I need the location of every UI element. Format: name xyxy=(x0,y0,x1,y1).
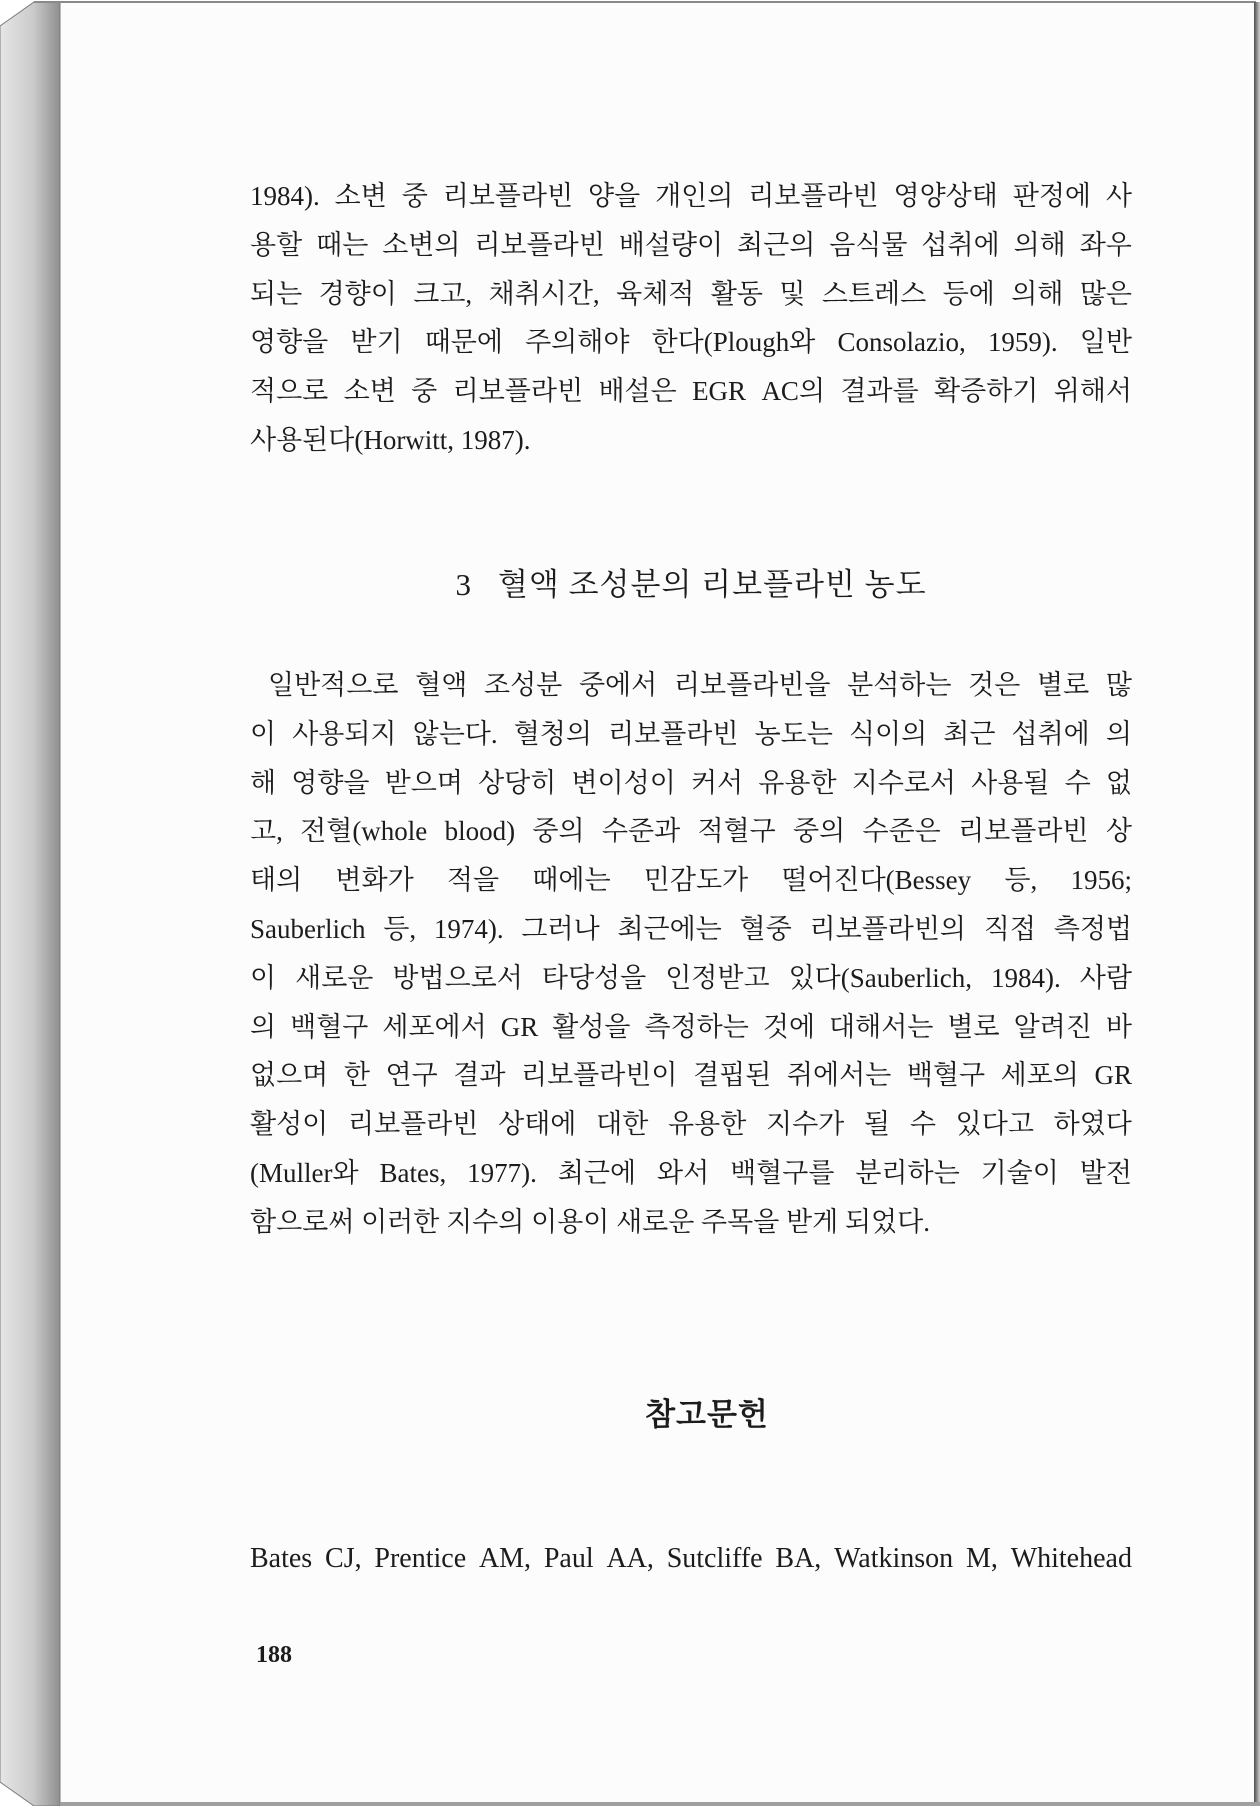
word: 스트레스 xyxy=(821,278,927,309)
section-heading xyxy=(250,561,1132,609)
text-line xyxy=(250,661,1132,710)
word: 1977). xyxy=(467,1157,537,1188)
text-line xyxy=(250,759,1132,808)
word: 않는다. xyxy=(412,718,498,749)
word: 양을 xyxy=(588,181,641,211)
word: 배설은 xyxy=(598,376,677,407)
word: 측정하는 xyxy=(644,1011,749,1042)
word: 좌우 xyxy=(1079,229,1132,260)
word: 이 xyxy=(250,962,277,993)
text-line xyxy=(250,172,1132,221)
word: 사용될 xyxy=(971,767,1050,798)
word: 일반적으로 xyxy=(268,670,399,700)
word: 섭취에 xyxy=(1011,718,1090,749)
word: 수 xyxy=(1064,767,1091,798)
word: 소변 xyxy=(343,376,396,407)
word: 때는 xyxy=(316,229,369,260)
word: 때문에 xyxy=(424,327,503,358)
word: 확증하기 xyxy=(934,376,1039,407)
word: 하였다 xyxy=(1053,1109,1132,1140)
text-line xyxy=(250,1051,1132,1100)
word: 적혈구 xyxy=(697,816,776,847)
word: 1984). xyxy=(250,181,320,211)
text-line xyxy=(250,270,1132,319)
word: 활성이 xyxy=(250,1109,329,1140)
word: 중 xyxy=(401,181,428,211)
word: 중 xyxy=(411,376,438,407)
word: 백혈구 xyxy=(906,1060,986,1091)
word: AA, xyxy=(606,1543,654,1574)
word: 리보플라빈 xyxy=(608,718,739,749)
word: 1984). xyxy=(990,962,1061,993)
word: 활동 xyxy=(710,278,763,309)
word: 수준은 xyxy=(862,816,941,847)
paragraph xyxy=(250,172,1132,465)
word: 적을 xyxy=(446,865,500,896)
word: 많 xyxy=(1105,670,1132,700)
word: 중의 xyxy=(793,816,846,847)
word: Watkinson xyxy=(834,1543,954,1574)
text-line xyxy=(250,905,1132,954)
word: 전혈(whole xyxy=(300,816,428,847)
word: 연구 xyxy=(385,1060,438,1091)
word: 등, xyxy=(383,913,417,944)
word: Sutcliffe xyxy=(666,1543,763,1574)
word: 결과 xyxy=(453,1060,506,1091)
word: 없 xyxy=(1105,767,1132,798)
text-line xyxy=(250,367,1132,416)
word: 때에는 xyxy=(532,865,611,896)
word: Bates, xyxy=(379,1157,447,1188)
word: 혈액 xyxy=(415,670,468,700)
word: 소변 xyxy=(334,181,387,211)
word: 최근에는 xyxy=(617,913,722,944)
word: BA, xyxy=(775,1543,822,1574)
word: 영향을 xyxy=(291,767,370,798)
word: 사용되지 xyxy=(292,718,397,749)
word: 있다(Sauberlich, xyxy=(788,962,972,993)
word: 떨어진다(Bessey xyxy=(781,865,972,896)
word: 것에 xyxy=(762,1011,816,1042)
word: 혈청의 xyxy=(513,718,592,749)
text-line: 함으로써 이러한 지수의 이용이 새로운 주목을 받게 되었다. xyxy=(250,1206,930,1237)
word: 활성을 xyxy=(552,1011,631,1042)
word: 식이의 xyxy=(848,718,928,749)
word: 중에서 xyxy=(578,670,658,700)
word: 혈중 xyxy=(739,913,792,944)
word: 의 xyxy=(250,1011,277,1042)
word: 알려진 xyxy=(1013,1011,1092,1042)
word: 경향이 xyxy=(318,278,397,309)
word: 지수로서 xyxy=(851,767,957,798)
word: 조성분 xyxy=(484,670,563,700)
word: 사 xyxy=(1105,181,1132,211)
word: AM, xyxy=(478,1543,532,1574)
word: 리보플라빈 xyxy=(442,181,574,211)
word: 및 xyxy=(779,278,806,309)
word: 최근에 xyxy=(557,1157,637,1188)
word: Whitehead xyxy=(1010,1543,1132,1574)
page-number: 188 xyxy=(256,1642,292,1668)
text-line xyxy=(250,710,1132,759)
word: 리보플라빈 xyxy=(748,181,879,211)
word: 개인의 xyxy=(655,181,734,211)
word: 리보플라빈 xyxy=(347,1109,479,1140)
word: 판정에 xyxy=(1012,181,1091,211)
page-bottom-shadow xyxy=(60,1802,1260,1806)
word: 세포에서 xyxy=(382,1011,487,1042)
text-line xyxy=(250,318,1132,367)
word: 와서 xyxy=(657,1157,710,1188)
word: Sauberlich xyxy=(250,913,366,944)
word: 수준과 xyxy=(601,816,681,847)
word: 등, xyxy=(1004,865,1038,896)
text-line xyxy=(250,1003,1132,1052)
word: 지수가 xyxy=(766,1109,845,1140)
word: GR xyxy=(500,1011,539,1042)
references-heading: 참고문헌 xyxy=(645,1397,769,1432)
word: 바 xyxy=(1105,1011,1132,1042)
section-title: 혈액 조성분의 리보플라빈 농도 xyxy=(497,567,927,602)
word: 그러나 xyxy=(521,913,600,944)
word: 상당히 xyxy=(478,767,557,798)
word: 리보플라빈 xyxy=(474,229,605,260)
word: 대해서는 xyxy=(829,1011,934,1042)
word: 농도는 xyxy=(754,718,833,749)
word: 받으며 xyxy=(384,767,463,798)
word: 세포의 xyxy=(1000,1060,1079,1091)
word: 용할 xyxy=(250,229,303,260)
word: 해 xyxy=(250,767,277,798)
word: 영향을 xyxy=(250,327,329,358)
reference-line xyxy=(250,1535,1132,1583)
word: 유용한 xyxy=(758,767,837,798)
text-line: 사용된다(Horwitt, 1987). xyxy=(250,424,531,455)
word: blood) xyxy=(444,816,516,847)
word: 크고, xyxy=(413,278,473,309)
word: Bates xyxy=(250,1543,313,1574)
word: (Muller와 xyxy=(250,1157,359,1188)
book-cover-edge xyxy=(0,2,60,1806)
word: 쥐에서는 xyxy=(786,1060,892,1091)
word: 1959). xyxy=(987,327,1058,358)
word: 상태에 xyxy=(498,1109,577,1140)
paragraph xyxy=(250,661,1132,1247)
word: 분석하는 xyxy=(847,670,952,700)
word: 결핍된 xyxy=(693,1060,772,1091)
word: 영양상태 xyxy=(893,181,998,211)
word: 없으며 xyxy=(250,1060,329,1091)
word: 별로 xyxy=(1037,670,1090,700)
word: 한다(Plough와 xyxy=(651,327,816,358)
word: 상 xyxy=(1105,816,1132,847)
text-line xyxy=(250,1100,1132,1149)
word: 리보플라빈의 xyxy=(809,913,966,944)
word: 받기 xyxy=(350,327,403,358)
word: 의해 xyxy=(1013,229,1066,260)
word: 커서 xyxy=(690,767,744,798)
word: 한 xyxy=(343,1060,370,1091)
word: 소변의 xyxy=(382,229,461,260)
text-line xyxy=(250,954,1132,1003)
word: GR xyxy=(1094,1060,1132,1091)
word: 리보플라빈이 xyxy=(521,1060,678,1091)
word: 배설량이 xyxy=(618,229,724,260)
word: 새로운 xyxy=(295,962,374,993)
word: 중의 xyxy=(532,816,585,847)
word: AC의 xyxy=(761,376,826,407)
word: 주의해야 xyxy=(525,327,630,358)
word: 별로 xyxy=(947,1011,1000,1042)
word: 민감도가 xyxy=(643,865,749,896)
word: 의해 xyxy=(1011,278,1064,309)
word: 백혈구 xyxy=(290,1011,369,1042)
word: 직접 xyxy=(983,913,1036,944)
word: 사람 xyxy=(1079,962,1132,993)
word: 많은 xyxy=(1079,278,1132,309)
word: Paul xyxy=(543,1543,594,1574)
word: 되는 xyxy=(250,278,303,309)
word: 것은 xyxy=(968,670,1021,700)
word: 방법으로서 xyxy=(392,962,523,993)
word: 등에 xyxy=(942,278,995,309)
word: 1956; xyxy=(1070,865,1132,896)
section-number: 3 xyxy=(455,567,472,602)
text-line xyxy=(250,807,1132,856)
word: Consolazio, xyxy=(837,327,966,358)
word: 대한 xyxy=(596,1109,649,1140)
word: 변이성이 xyxy=(571,767,676,798)
word: 될 xyxy=(864,1109,891,1140)
word: 있다고 xyxy=(955,1109,1034,1140)
text-line xyxy=(250,1149,1132,1198)
word: 위해서 xyxy=(1053,376,1132,407)
word: EGR xyxy=(692,376,747,407)
word: 리보플라빈 xyxy=(452,376,584,407)
word: 리보플라빈을 xyxy=(673,670,831,700)
word: 결과를 xyxy=(840,376,919,407)
word: 채취시간, xyxy=(488,278,600,309)
word: 고, xyxy=(250,816,283,847)
word: 측정법 xyxy=(1053,913,1132,944)
word: Prentice xyxy=(374,1543,467,1574)
word: 백혈구를 xyxy=(730,1157,835,1188)
word: M, xyxy=(965,1543,998,1574)
word: 타당성을 xyxy=(541,962,647,993)
references-list xyxy=(250,1535,1132,1583)
word: 최근의 xyxy=(737,229,816,260)
word: 음식물 xyxy=(829,229,908,260)
text-line xyxy=(250,856,1132,905)
word: 섭취에 xyxy=(921,229,1000,260)
word: 의 xyxy=(1105,718,1132,749)
word: 유용한 xyxy=(668,1109,747,1140)
word: 이 xyxy=(250,718,277,749)
word: 인정받고 xyxy=(665,962,770,993)
word: 기술이 xyxy=(980,1157,1059,1188)
word: 일반 xyxy=(1079,327,1132,358)
word: 발전 xyxy=(1079,1157,1132,1188)
word: 1974). xyxy=(433,913,504,944)
page-right-shadow xyxy=(1254,2,1260,1806)
word: 적으로 xyxy=(250,376,329,407)
text-line xyxy=(250,221,1132,270)
word: 변화가 xyxy=(335,865,414,896)
word: 분리하는 xyxy=(855,1157,960,1188)
word: 육체적 xyxy=(616,278,695,309)
word: 리보플라빈 xyxy=(958,816,1089,847)
word: 최근 xyxy=(943,718,996,749)
word: CJ, xyxy=(325,1543,362,1574)
word: 수 xyxy=(909,1109,936,1140)
word: 태의 xyxy=(250,865,303,896)
